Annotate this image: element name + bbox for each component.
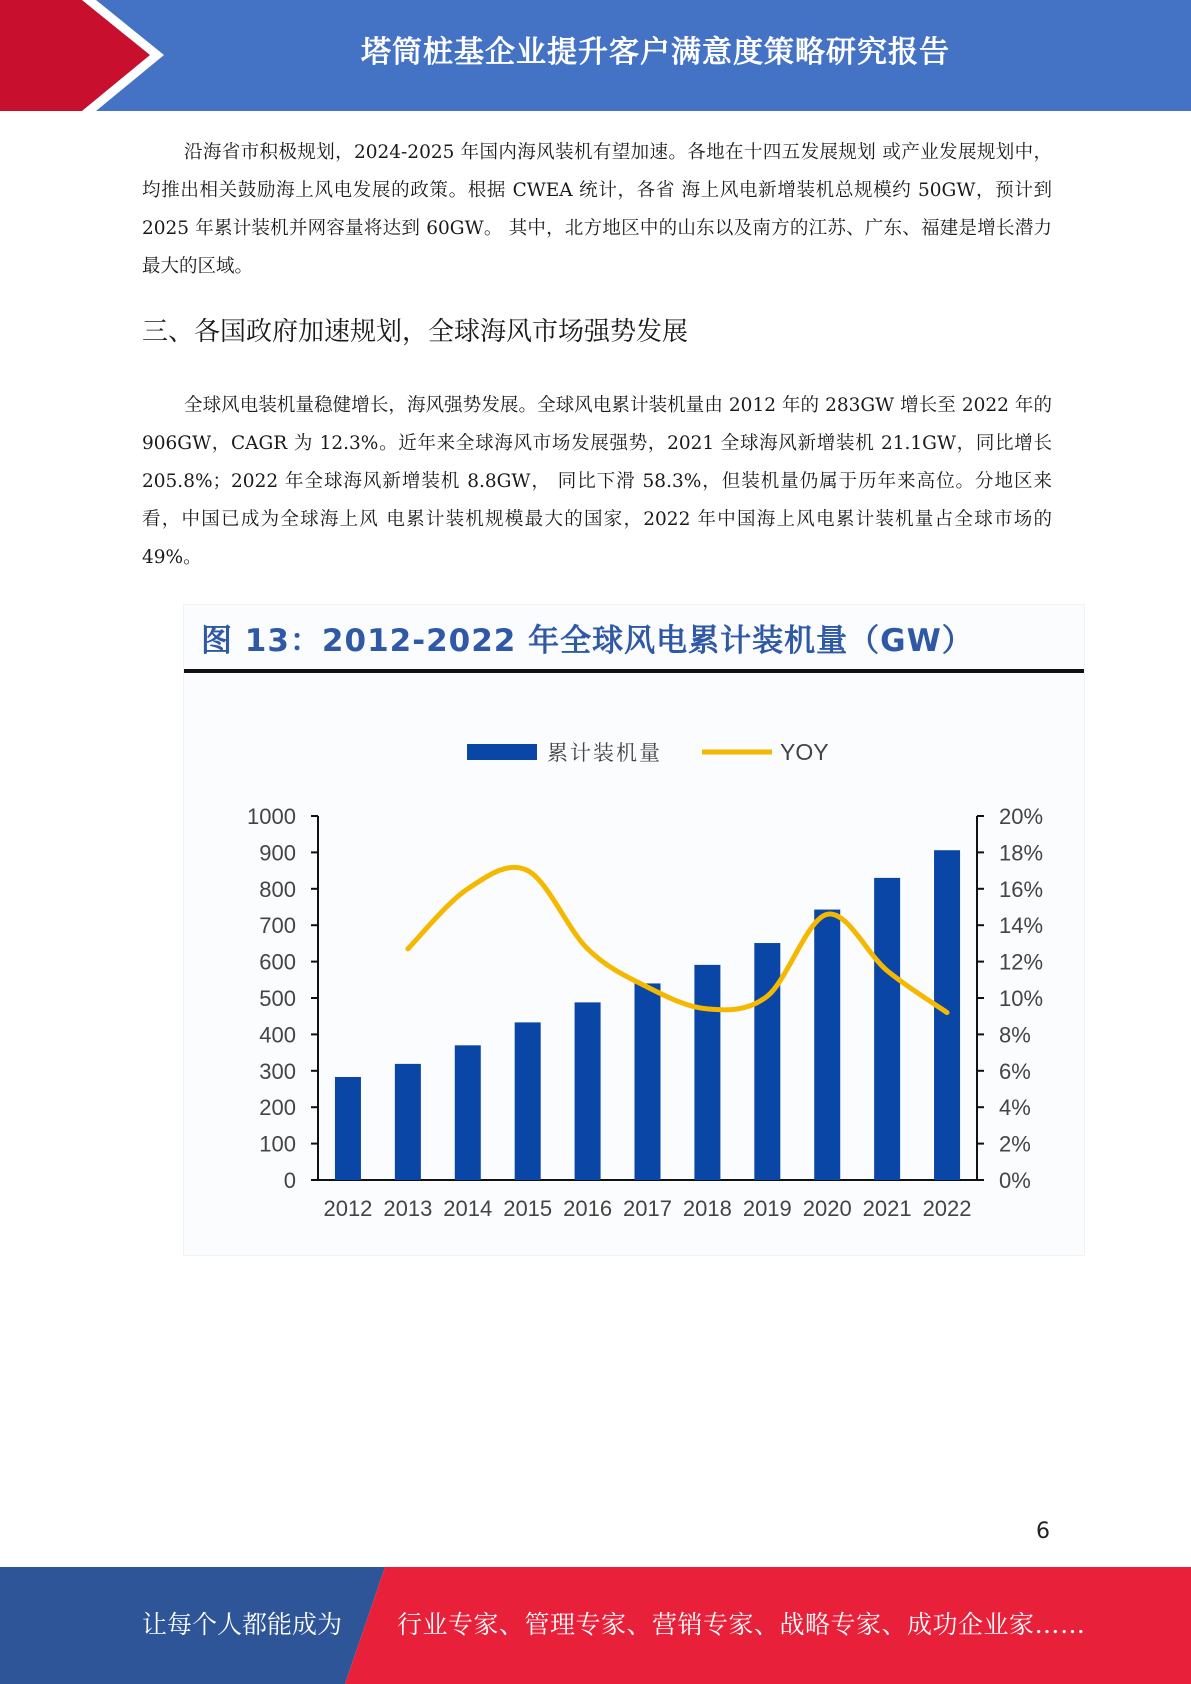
x-tick-label: 2014 [443, 1196, 493, 1221]
page-header [0, 0, 1191, 111]
left-tick-label: 200 [259, 1095, 296, 1121]
bar [335, 1077, 361, 1180]
bar [515, 1022, 541, 1180]
left-tick-label: 0 [283, 1168, 296, 1193]
bar [455, 1045, 481, 1180]
header-red-arrow [0, 0, 150, 111]
legend-label-bars: 累计装机量 [547, 741, 662, 765]
x-tick-label: 2015 [503, 1196, 553, 1221]
chart-svg [184, 605, 1084, 1255]
bar [635, 983, 661, 1180]
bar [575, 1002, 601, 1180]
bar [934, 850, 960, 1180]
right-tick-label: 12% [999, 949, 1044, 975]
x-tick-label: 2018 [682, 1196, 732, 1221]
right-tick-label: 18% [999, 840, 1044, 866]
paragraph-1: 沿海省市积极规划，2024-2025 年国内海风装机有望加速。各地在十四五发展规划 或产业发展规划中，均推出相关鼓励海上风电发展的政策。根据 CWEA 统计，各省 海上风电新增装机总规模约 50GW，预计到 2025 年累计装机并网容量将达到 60GW。 其中，北方地区中的山东以及南方的江苏、广东、福建是增长潜力最大的区域。 [142, 142, 1052, 277]
right-tick-label: 6% [999, 1058, 1031, 1084]
legend-swatch-bars [467, 744, 537, 760]
header-title: 塔筒桩基企业提升客户满意度策略研究报告 [361, 35, 950, 70]
right-tick-label: 2% [999, 1131, 1031, 1157]
right-tick-label: 20% [999, 804, 1044, 829]
left-tick-label: 100 [259, 1131, 296, 1157]
bar [694, 965, 720, 1180]
x-tick-label: 2013 [383, 1196, 433, 1221]
paragraph-2: 全球风电装机量稳健增长，海风强势发展。全球风电累计装机量由 2012 年的 283GW 增长至 2022 年的 906GW，CAGR 为 12.3%。近年来全球海风市场发展强势，2021 全球海风新增装机 21.1GW，同比增长 205.8%；2022 年全球海风新增装机 8.8GW， 同比下滑 58.3%，但装机量仍属于历年来高位。分地区来看，中国已成为全球海上风 电累计装机规模最大的国家，2022 年中国海上风电累计装机量占全球市场的 49%。 [142, 395, 1052, 568]
yoy-line [408, 867, 947, 1012]
footer-slogan-right: 行业专家、管理专家、营销专家、战略专家、成功企业家…… [397, 1610, 1086, 1639]
right-tick-label: 10% [999, 986, 1044, 1011]
bar [814, 910, 840, 1180]
x-tick-label: 2012 [323, 1196, 373, 1221]
right-tick-label: 8% [999, 1022, 1031, 1048]
x-tick-label: 2021 [862, 1196, 912, 1221]
figure-13 [183, 604, 1085, 1256]
figure-title: 图 13：2012-2022 年全球风电累计装机量（GW） [201, 623, 974, 659]
left-tick-label: 400 [259, 1022, 296, 1048]
footer-slogan-left: 让每个人都能成为 [142, 1610, 343, 1639]
right-tick-label: 0% [999, 1168, 1031, 1193]
x-tick-label: 2016 [563, 1196, 613, 1221]
left-tick-label: 500 [259, 986, 296, 1011]
x-tick-label: 2022 [922, 1196, 972, 1221]
bar [395, 1064, 421, 1180]
bar [754, 943, 780, 1180]
left-tick-label: 800 [259, 876, 296, 902]
x-tick-label: 2020 [802, 1196, 852, 1221]
x-tick-label: 2019 [742, 1196, 792, 1221]
right-tick-label: 4% [999, 1095, 1031, 1121]
bar [874, 878, 900, 1180]
left-tick-label: 700 [259, 913, 296, 939]
right-tick-label: 14% [999, 913, 1044, 939]
left-tick-label: 1000 [247, 804, 296, 829]
section-heading: 三、各国政府加速规划，全球海风市场强势发展 [142, 317, 689, 347]
right-tick-label: 16% [999, 876, 1044, 902]
page-footer [0, 1567, 1191, 1684]
x-tick-label: 2017 [623, 1196, 672, 1221]
left-tick-label: 900 [259, 840, 296, 866]
left-tick-label: 300 [259, 1058, 296, 1084]
legend-label-yoy: YOY [780, 739, 829, 765]
left-tick-label: 600 [259, 949, 296, 975]
page-number: 6 [1036, 1519, 1050, 1544]
